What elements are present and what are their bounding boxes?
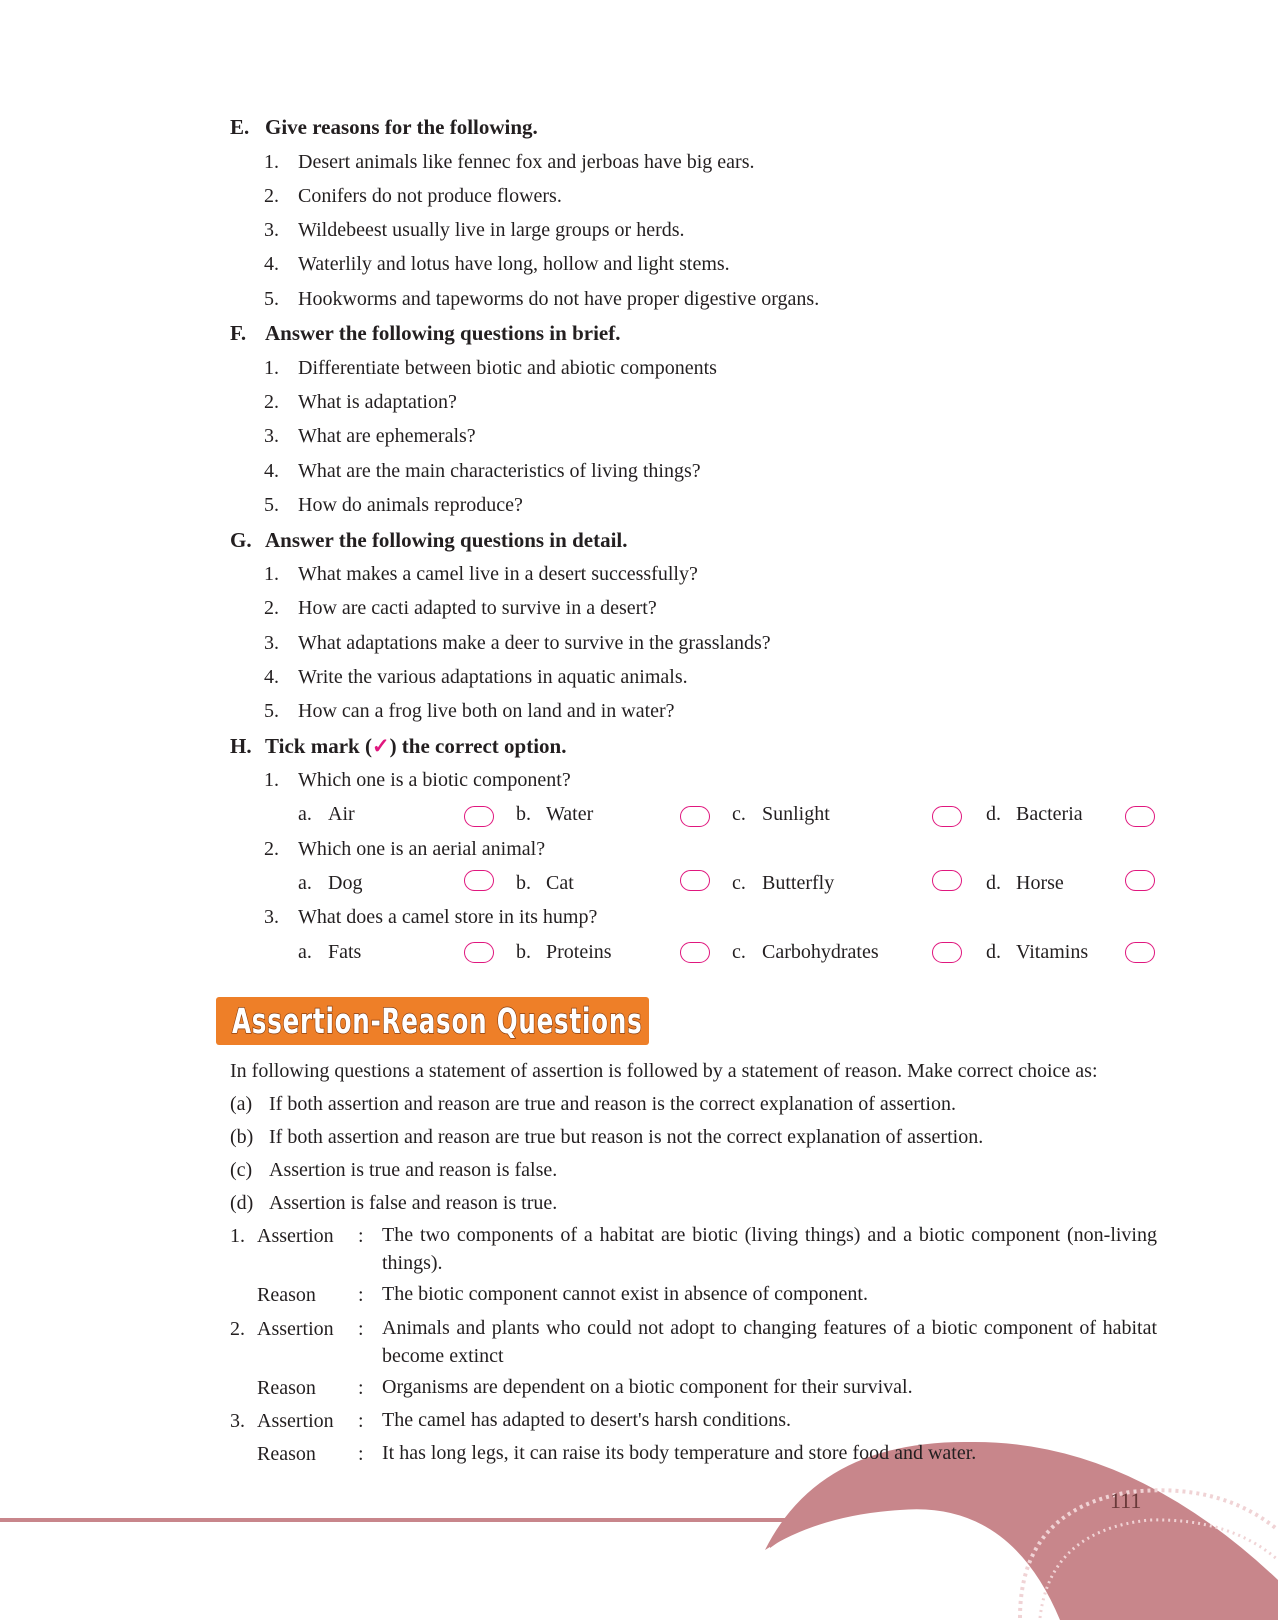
answer-checkbox[interactable] (932, 870, 962, 891)
list-item: 1. What makes a camel live in a desert successfully? (264, 563, 698, 585)
mcq-option: b. Cat (516, 872, 574, 894)
list-item: 5. How can a frog live both on land and in water? (264, 700, 675, 722)
ar-item-number: 2. (230, 1318, 245, 1340)
section-g-heading (230, 528, 628, 553)
choice-item: (b) If both assertion and reason are true but reason is not the correct explanation of assertion. (230, 1126, 984, 1148)
mcq-option: b. Water (516, 803, 594, 825)
reason-label: Reason (257, 1377, 316, 1399)
list-item: 3. Wildebeest usually live in large groups or herds. (264, 219, 685, 241)
answer-checkbox[interactable] (464, 870, 494, 891)
answer-checkbox[interactable] (1125, 870, 1155, 891)
colon: : (358, 1225, 364, 1247)
choice-item: (c) Assertion is true and reason is false. (230, 1159, 558, 1181)
reason-text: Organisms are dependent on a biotic component for their survival. (382, 1376, 913, 1398)
assertion-label: Assertion (257, 1225, 334, 1247)
mcq-option: d. Bacteria (986, 803, 1083, 825)
decor-arc (765, 1442, 1278, 1620)
section-title: Answer the following questions in detail. (265, 528, 628, 552)
list-item: 2. What is adaptation? (264, 391, 457, 413)
reason-text: It has long legs, it can raise its body temperature and store food and water. (382, 1442, 977, 1464)
section-e-heading (230, 115, 538, 140)
list-item: 4. Write the various adaptations in aquatic animals. (264, 666, 688, 688)
answer-checkbox[interactable] (1125, 942, 1155, 963)
mcq-option: b. Proteins (516, 941, 612, 963)
mcq-option: a. Fats (298, 941, 362, 963)
tick-mark-icon: ✓ (371, 734, 390, 758)
colon: : (358, 1377, 364, 1399)
list-item: 5. How do animals reproduce? (264, 494, 523, 516)
answer-checkbox[interactable] (680, 942, 710, 963)
reason-label: Reason (257, 1443, 316, 1465)
answer-checkbox[interactable] (932, 806, 962, 827)
mcq-option: c. Carbohydrates (732, 941, 879, 963)
list-item: 5. Hookworms and tapeworms do not have proper digestive organs. (264, 288, 820, 310)
reason-text: The biotic component cannot exist in absence of component. (382, 1283, 868, 1305)
list-item: 2. Conifers do not produce flowers. (264, 185, 562, 207)
answer-checkbox[interactable] (680, 870, 710, 891)
answer-checkbox[interactable] (1125, 806, 1155, 827)
colon: : (358, 1318, 364, 1340)
section-title: Answer the following questions in brief. (265, 321, 621, 345)
ar-item-number: 1. (230, 1225, 245, 1247)
footer-rule (0, 1518, 812, 1522)
reason-label: Reason (257, 1284, 316, 1306)
list-item: 1. Differentiate between biotic and abiotic components (264, 357, 717, 379)
mcq-option: c. Butterfly (732, 872, 835, 894)
mcq-option: d. Vitamins (986, 941, 1089, 963)
section-letter: F. (230, 321, 247, 345)
colon: : (358, 1443, 364, 1465)
assertion-label: Assertion (257, 1318, 334, 1340)
list-item: 2. How are cacti adapted to survive in a desert? (264, 597, 657, 619)
answer-checkbox[interactable] (932, 942, 962, 963)
list-item: 3. What adaptations make a deer to survive in the grasslands? (264, 632, 771, 654)
answer-checkbox[interactable] (680, 806, 710, 827)
colon: : (358, 1284, 364, 1306)
section-f-heading (230, 321, 620, 346)
list-item: 3. What are ephemerals? (264, 425, 476, 447)
mcq-option: a. Air (298, 803, 355, 825)
section-letter: H. (230, 734, 252, 758)
section-title: Give reasons for the following. (265, 115, 538, 139)
answer-checkbox[interactable] (464, 942, 494, 963)
mcq-option: a. Dog (298, 872, 363, 894)
assertion-reason-heading: Assertion-Reason Questions (232, 1002, 643, 1042)
section-letter: G. (230, 528, 252, 552)
section-letter: E. (230, 115, 250, 139)
assertion-text: The two components of a habitat are biotic (living things) and a biotic component (non-living things). (382, 1224, 1157, 1274)
page-number: 111 (1110, 1488, 1142, 1513)
section-h-heading: H. Tick mark (✓) the correct option. (230, 734, 567, 758)
mcq-question: 2. Which one is an aerial animal? (264, 838, 546, 860)
mcq-option: c. Sunlight (732, 803, 830, 825)
mcq-question: 3. What does a camel store in its hump? (264, 906, 598, 928)
list-item: 4. Waterlily and lotus have long, hollow and light stems. (264, 253, 730, 275)
assertion-intro: In following questions a statement of assertion is followed by a statement of reason. Make correct choice as: (230, 1060, 1098, 1082)
answer-checkbox[interactable] (464, 806, 494, 827)
choice-item: (a) If both assertion and reason are true and reason is the correct explanation of assertion. (230, 1093, 956, 1115)
ar-item-number: 3. (230, 1410, 245, 1432)
list-item: 1. Desert animals like fennec fox and jerboas have big ears. (264, 151, 755, 173)
colon: : (358, 1410, 364, 1432)
mcq-option: d. Horse (986, 872, 1064, 894)
assertion-text: Animals and plants who could not adopt to changing features of a biotic component of habitat become extinct (382, 1317, 1157, 1367)
mcq-question: 1. Which one is a biotic component? (264, 769, 571, 791)
assertion-label: Assertion (257, 1410, 334, 1432)
list-item: 4. What are the main characteristics of living things? (264, 460, 701, 482)
choice-item: (d) Assertion is false and reason is true. (230, 1192, 558, 1214)
assertion-text: The camel has adapted to desert's harsh conditions. (382, 1409, 792, 1431)
